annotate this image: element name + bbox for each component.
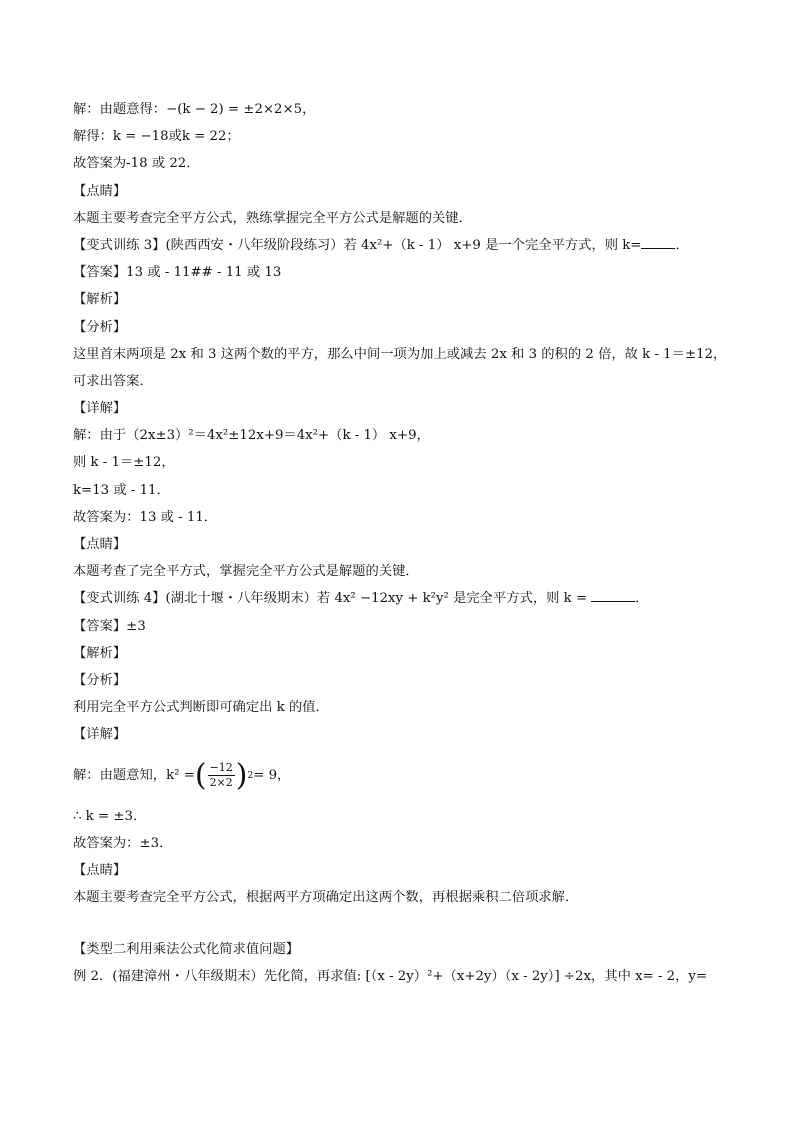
fraction-equation-line <box>73 749 733 803</box>
section-heading: 【分析】 <box>73 319 127 335</box>
analysis-text: 利用完全平方公式判断即可确定出 k 的值． <box>73 700 329 716</box>
section-heading: 【详解】 <box>73 727 127 743</box>
answer-line: 【答案】±3 <box>73 618 146 634</box>
answer-blank <box>591 589 635 602</box>
document-page <box>73 96 733 991</box>
solution-line: 解得：k = −18或k = 22； <box>73 129 240 145</box>
answer-line: 【答案】13 或 - 11## - 11 或 13 <box>73 265 282 281</box>
exponent: 2 <box>247 770 254 781</box>
fraction-numerator: −12 <box>209 761 233 774</box>
solution-line: 解：由题意得：−(k − 2) = ±2×2×5， <box>73 102 316 117</box>
section-heading: 【解析】 <box>73 645 127 661</box>
example-title: 例 2．(福建漳州・八年级期末）先化简，再求值: [（x - 2y）²+（x+2y）（x - 2y）] ÷2x，其中 x= - 2，y= <box>73 969 708 985</box>
analysis-text: 这里首末两项是 2x 和 3 这两个数的平方，那么中间一项为加上或减去 2x 和 3 的积的 2 倍，故 k - 1＝±12， <box>73 346 727 362</box>
answer-blank <box>641 236 675 249</box>
section-heading: 【点睛】 <box>73 537 127 552</box>
section-heading: 【点睛】 <box>73 183 127 199</box>
type-heading: 【类型二利用乘法公式化简求值问题】 <box>73 942 300 958</box>
comment-text: 本题考查了完全平方式，掌握完全平方公式是解题的关键． <box>73 564 419 580</box>
right-paren: ) <box>235 757 248 793</box>
exercise-text-end: ． <box>635 591 649 607</box>
section-heading: 【点睛】 <box>73 862 127 878</box>
exercise-text-end: ． <box>675 237 689 253</box>
fraction <box>208 761 235 790</box>
exercise-title <box>73 585 733 612</box>
solution-line: k=13 或 - 11． <box>73 482 170 498</box>
solution-line: 解：由于（2x±3）²＝4x²±12x+9＝4x²+（k - 1） x+9， <box>73 428 430 444</box>
answer-line: 故答案为：±3． <box>73 835 173 851</box>
analysis-text: 可求出答案． <box>73 373 153 389</box>
exercise-text: 【变式训练 3】(陕西西安・八年级阶段练习）若 4x²+（k - 1） x+9 是一个完全平方式，则 k= <box>73 237 642 253</box>
spacer <box>73 911 733 936</box>
left-paren: ( <box>194 757 207 793</box>
comment-text: 本题主要考查完全平方公式，根据两平方项确定出这两个数，再根据乘积二倍项求解． <box>73 890 579 906</box>
solution-line: ∴ k = ±3． <box>73 808 147 824</box>
equation-prefix: 解：由题意知，k² = <box>73 767 195 783</box>
section-heading: 【详解】 <box>73 401 127 417</box>
comment-text: 本题主要考查完全平方公式，熟练掌握完全平方公式是解题的关键． <box>73 210 472 226</box>
exercise-title <box>73 232 733 259</box>
answer-line: 故答案为：13 或 - 11． <box>73 509 218 525</box>
section-heading: 【分析】 <box>73 672 127 688</box>
fraction-denominator: 2×2 <box>209 776 233 789</box>
section-heading: 【解析】 <box>73 292 127 308</box>
solution-line: 则 k - 1＝±12， <box>73 455 175 471</box>
answer-line: 故答案为-18 或 22． <box>73 156 200 172</box>
exercise-text: 【变式训练 4】(湖北十堰・八年级期末）若 4x² −12xy + k²y² 是完全平方式，则 k = <box>73 591 588 607</box>
equation-suffix: = 9， <box>253 767 291 783</box>
